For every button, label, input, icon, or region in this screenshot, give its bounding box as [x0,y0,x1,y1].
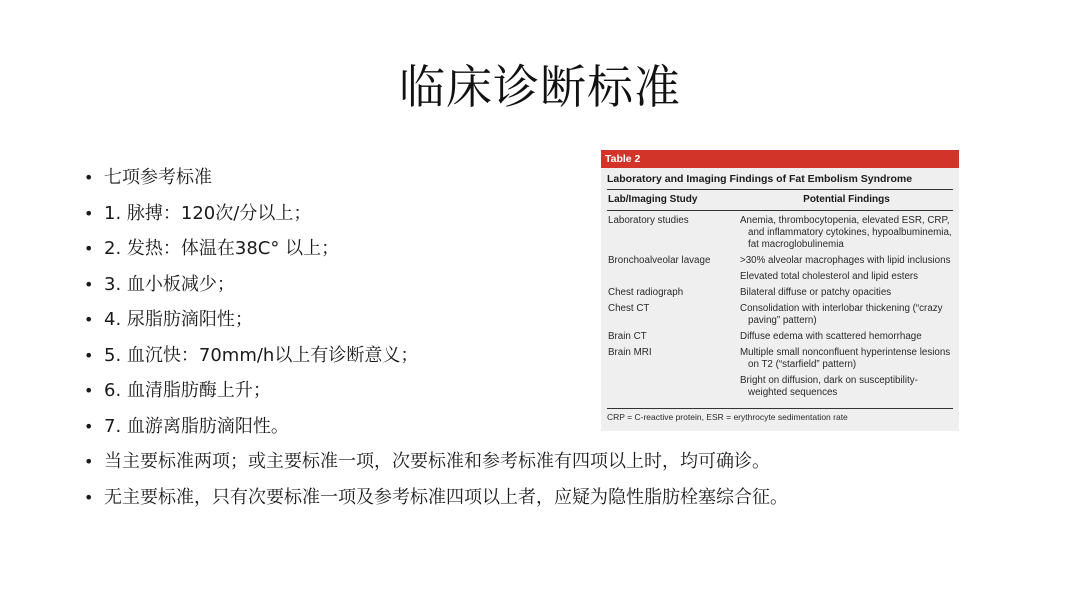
finding-line: weighted sequences [748,387,838,398]
table-body [607,215,953,399]
row-findings [740,347,953,371]
table-row [607,375,953,399]
row-study: Chest radiograph [608,287,684,298]
bullet-item [78,480,788,516]
row-findings [740,215,953,251]
bullet-text: 无主要标准，只有次要标准一项及参考标准四项以上者，应疑为隐性脂肪栓塞综合征。 [104,486,788,508]
table-caption: Laboratory and Imaging Findings of Fat Embolism Syndrome [607,172,953,190]
bullet-dot: • [84,274,94,294]
table-row [607,215,953,251]
bullet-text: 4. 尿脂肪滴阳性； [104,309,253,330]
row-study [607,375,740,399]
table-label: Table 2 [601,150,959,168]
bullet-text: 1. 脉搏：120次/分以上； [104,202,312,224]
table-footnote: CRP = C-reactive protein, ESR = erythrocyte sedimentation rate [607,408,953,423]
bullet-text: 七项参考标准 [104,167,212,188]
bullet-text: 当主要标准两项；或主要标准一项，次要标准和参考标准有四项以上时，均可确诊。 [104,451,770,472]
bullet-item [78,338,598,374]
finding-line: Diffuse edema with scattered hemorrhage [740,331,922,342]
finding-line: fat macroglobulinemia [748,239,844,250]
bullet-dot: • [84,416,94,436]
bullet-dot: • [84,452,94,471]
finding-line: Anemia, thrombocytopenia, elevated ESR, CRP, [740,215,950,226]
row-findings [740,375,953,399]
table-row [607,347,953,371]
bullet-text: 7. 血游离脂肪滴阳性。 [104,415,289,437]
bullet-item [78,160,598,196]
table-row [607,303,953,327]
row-findings [740,331,953,343]
column-header-study: Lab/Imaging Study [608,194,698,205]
row-study: Brain MRI [608,347,652,358]
finding-line: and inflammatory cytokines, hypoalbuminemia, [748,227,952,238]
table-row [607,271,953,283]
bullet-text: 5. 血沉快：70mm/h以上有诊断意义； [104,344,419,366]
bullet-dot: • [84,381,94,400]
finding-line: on T2 (“starfield” pattern) [748,359,857,370]
bullet-item [78,196,598,232]
table-row [607,255,953,267]
bullet-dot: • [84,487,94,507]
bullet-item [78,444,770,480]
bullet-dot: • [84,203,94,223]
finding-line: >30% alveolar macrophages with lipid inclusions [740,255,951,266]
row-study: Chest CT [608,303,650,314]
row-study: Bronchoalveolar lavage [608,255,711,266]
bullet-text: 6. 血清脂肪酶上升； [104,380,271,401]
finding-line: Elevated total cholesterol and lipid esters [740,271,919,282]
bullet-item [78,231,598,267]
column-header-findings: Potential Findings [803,194,890,205]
bullet-item [78,267,598,303]
row-findings [740,287,953,299]
row-study: Brain CT [608,331,647,342]
bullet-text: 3. 血小板减少； [104,273,235,295]
bullet-item [78,302,598,338]
bullet-dot: • [84,239,94,258]
row-study: Laboratory studies [608,215,689,226]
finding-line: paving” pattern) [748,315,817,326]
row-findings [740,303,953,327]
bullet-dot: • [84,168,94,187]
row-findings [740,271,953,283]
row-study [607,271,740,283]
bullet-text: 2. 发热：体温在38C° 以上； [104,238,340,259]
finding-line: Multiple small nonconfluent hyperintense lesions [740,347,951,358]
bullet-item [78,409,598,445]
table-row [607,287,953,299]
row-findings [740,255,953,267]
findings-table-image [601,150,959,431]
bullet-dot: • [84,310,94,329]
bullet-item [78,373,598,409]
finding-line: Bilateral diffuse or patchy opacities [740,287,892,298]
table-column-headers [607,190,953,211]
table-row [607,331,953,343]
finding-line: Consolidation with interlobar thickening (“crazy [740,303,943,314]
finding-line: Bright on diffusion, dark on susceptibility- [740,375,918,386]
slide-title: 临床诊断标准 [399,60,681,114]
bullet-dot: • [84,345,94,365]
